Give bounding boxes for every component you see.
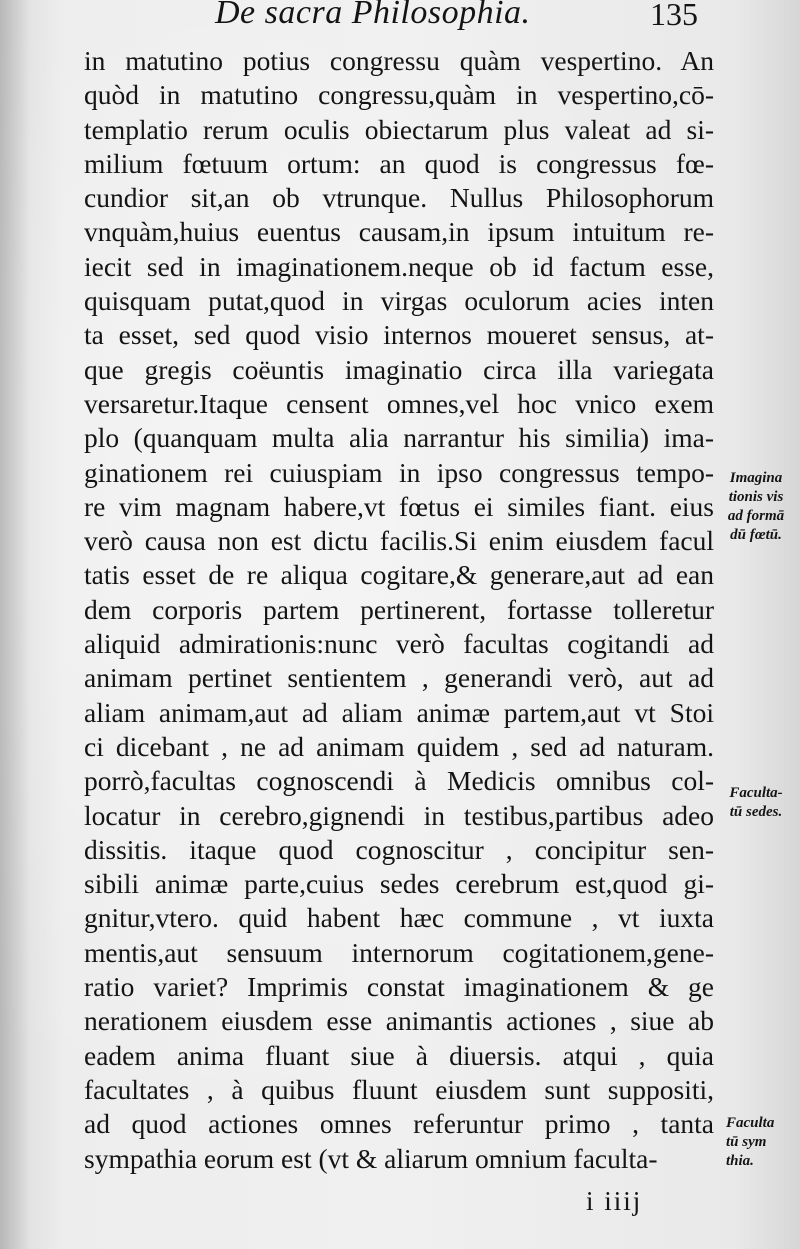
text-line: nerationem eiusdem esse animantis actiones , siue ab — [84, 1005, 714, 1037]
text-line: quisquam putat,quod in virgas oculorum acies inten — [84, 285, 714, 317]
text-line: ginationem rei cuiuspiam in ipso congressus tempo- — [84, 456, 714, 488]
body-text — [84, 44, 714, 1176]
text-line: ratio variet? Imprimis constat imaginationem & ge — [84, 971, 714, 1003]
text-line: templatio rerum oculis obiectarum plus valeat ad si- — [84, 113, 714, 145]
marginal-note-faculties-seats: Faculta- tū sedes. — [729, 785, 783, 820]
text-line: facultates , à quibus fluunt eiusdem sunt suppositi, — [84, 1073, 714, 1105]
text-line: sympathia eorum est (vt & aliarum omnium faculta- — [84, 1142, 658, 1174]
text-line: verò causa non est dictu facilis.Si enim eiusdem facul — [84, 525, 714, 557]
text-line: dem corporis partem pertinerent, fortasse tolleretur — [84, 593, 714, 625]
text-line: plo (quanquam multa alia narrantur his similia) ima- — [84, 422, 714, 454]
text-line: ci dicebant , ne ad animam quidem , sed ad naturam. — [84, 730, 714, 762]
text-line: que gregis coëuntis imaginatio circa illa variegata — [84, 353, 714, 385]
text-line: eadem anima fluant siue à diuersis. atqui , quia — [84, 1039, 714, 1071]
text-line: dissitis. itaque quod cognoscitur , concipitur sen- — [84, 833, 714, 865]
text-line: quòd in matutino congressu,quàm in vespertino,cō- — [84, 79, 714, 111]
text-line: aliam animam,aut ad aliam animæ partem,aut vt Stoi — [84, 696, 714, 728]
page-number: 135 — [650, 0, 698, 32]
text-line: animam pertinet sentientem , generandi verò, aut ad — [84, 662, 714, 694]
signature-mark: i iiij — [586, 1186, 643, 1216]
text-line: re vim magnam habere,vt fœtus ei similes fiant. eius — [84, 490, 714, 522]
text-line: versaretur.Itaque censent omnes,vel hoc vnico exem — [84, 387, 714, 419]
text-line: porrò,facultas cognoscendi à Medicis omnibus col- — [84, 765, 714, 797]
gutter-shadow — [0, 0, 30, 1249]
text-line: vnquàm,huius euentus causam,in ipsum intuitum re- — [84, 216, 714, 248]
text-line: milium fœtuum ortum: an quod is congressus fœ- — [84, 147, 714, 179]
text-line: mentis,aut sensuum internorum cogitationem,gene- — [84, 936, 714, 968]
text-line: tatis esset de re aliqua cogitare,& generare,aut ad ean — [84, 559, 714, 591]
marginal-note-imagination: Imagina tionis vis ad formā dū fœtū. — [727, 470, 785, 543]
text-line: aliquid admirationis:nunc verò facultas cogitandi ad — [84, 628, 714, 660]
text-line: cundior sit,an ob vtrunque. Nullus Philosophorum — [84, 182, 714, 214]
text-line: ta esset, sed quod visio internos moueret sensus, at- — [84, 319, 714, 351]
text-line: ad quod actiones omnes referuntur primo , tanta — [84, 1108, 714, 1140]
marginal-note-sympathy: Faculta tū sym thia. — [726, 1115, 775, 1169]
text-line: gnitur,vtero. quid habent hæc commune , vt iuxta — [84, 902, 714, 934]
text-line: sibili animæ parte,cuius sedes cerebrum est,quod gi- — [84, 868, 714, 900]
text-line: locatur in cerebro,gignendi in testibus,partibus adeo — [84, 799, 714, 831]
text-line: iecit sed in imaginationem.neque ob id factum esse, — [84, 250, 714, 282]
running-head: De sacra Philosophia. — [215, 0, 531, 31]
text-line: in matutino potius congressu quàm vespertino. An — [84, 45, 714, 76]
